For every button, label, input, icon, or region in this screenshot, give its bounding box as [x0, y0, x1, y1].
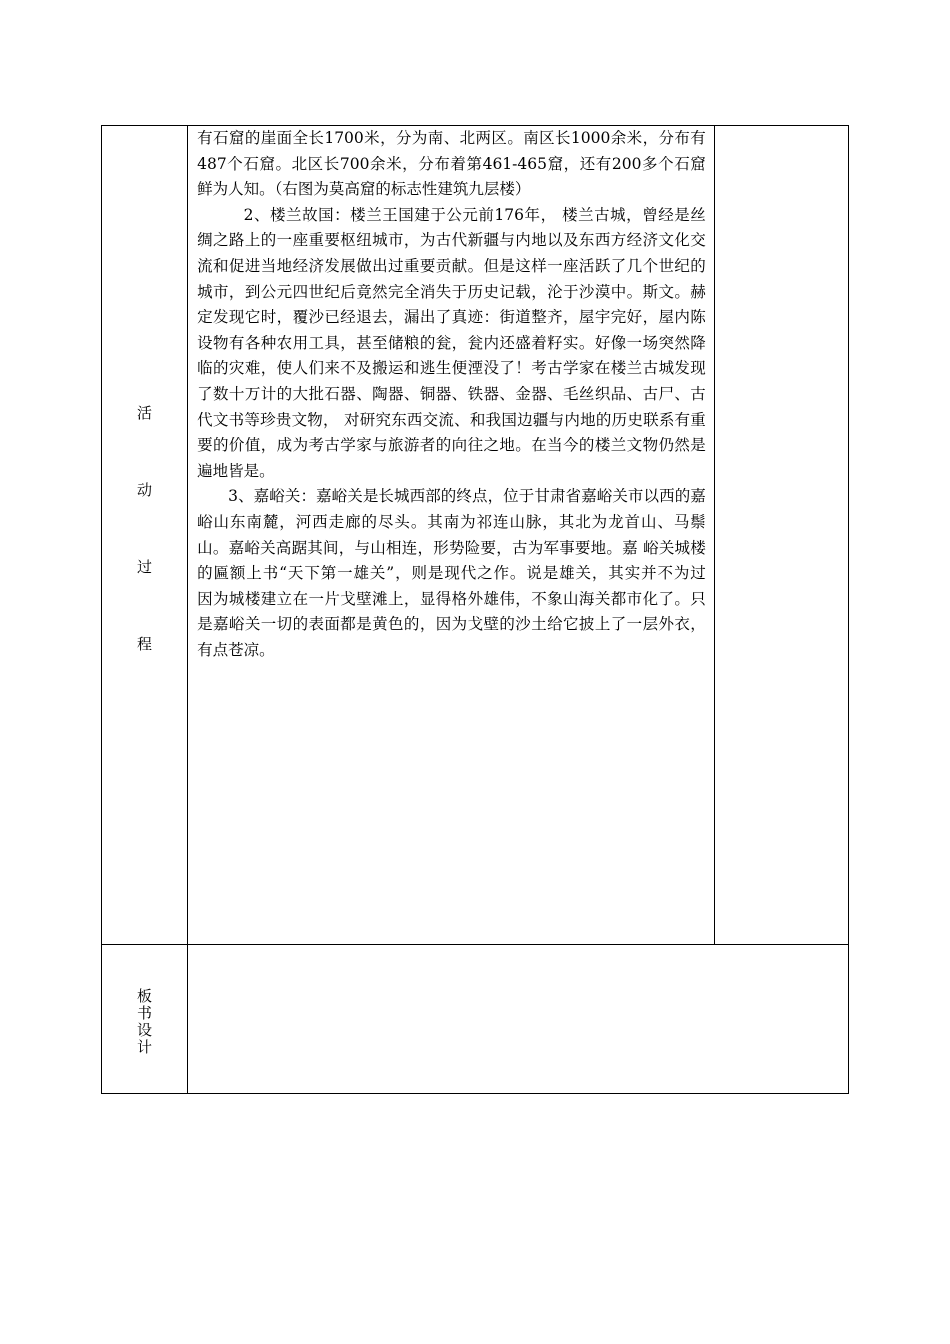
label-char: 计 [137, 1038, 153, 1056]
activity-process-label-cell [102, 126, 188, 945]
activity-process-label [102, 403, 187, 711]
label-char: 书 [137, 1004, 153, 1022]
board-design-row [102, 945, 849, 1094]
paragraph-jiayuguan: 3、嘉峪关：嘉峪关是长城西部的终点，位于甘肃省嘉峪关市以西的嘉峪山东南麓，河西走廊的尽头。其南为祁连山脉，其北为龙首山、马鬃山。嘉峪关高踞其间，与山相连，形势险要，古为军事要地。嘉 峪关城楼的匾额上书“天下第一雄关”，则是现代之作。说是雄关，其实并不为过 因为城楼建立在一片戈壁滩上，显得格外雄伟，不象山海关都市化了。只是嘉峪关一切的表面都是黄色的，因为戈壁的沙土给它披上了一层外衣，有点苍凉。 [197, 487, 722, 659]
label-char: 程 [137, 635, 153, 653]
paragraph-mogao-continued: 有石窟的崖面全长1700米，分为南、北两区。南区长1000余米，分布有487个石窟。北区长700余米，分布着第461-465窟，还有200多个石窟鲜为人知。（右图为莫高窟的标志性建筑九层楼） [197, 129, 706, 199]
label-char: 动 [137, 481, 153, 499]
board-design-label [102, 988, 187, 1056]
activity-process-content-cell [188, 126, 722, 945]
label-char: 活 [137, 404, 153, 422]
paragraph-loulan: 2、楼兰故国：楼兰王国建于公元前176年， 楼兰古城，曾经是丝绸之路上的一座重要枢纽城市，为古代新疆与内地以及东西方经济文化交流和促进当地经济发展做出过重要贡献。但是这样一座活跃了几个世纪的城市，到公元四世纪后竟然完全消失于历史记载，沦于沙漠中。斯文。赫定发现它时，覆沙已经退去，漏出了真迹：街道整齐，屋宇完好，屋内陈设物有各种农用工具，甚至储粮的瓮，瓮内还盛着籽实。好像一场突然降临的灾难，使人们来不及搬运和逃生便湮没了！考古学家在楼兰古城发现了数十万计的大批石器、陶器、铜器、铁器、金器、毛丝织品、古尸、古代文书等珍贵文物， 对研究东西交流、和我国边疆与内地的历史联系有重要的价值，成为考古学家与旅游者的向往之地。在当今的楼兰文物仍然是遍地皆是。 [197, 205, 706, 480]
board-design-label-cell [102, 945, 188, 1094]
activity-process-notes-cell [714, 126, 848, 945]
label-char: 板 [137, 987, 153, 1005]
label-char: 过 [137, 558, 153, 576]
activity-process-row [102, 126, 849, 945]
lesson-plan-table [101, 125, 849, 1094]
label-char: 设 [137, 1021, 153, 1039]
board-design-content-cell [188, 945, 849, 1094]
activity-process-content [197, 126, 722, 663]
